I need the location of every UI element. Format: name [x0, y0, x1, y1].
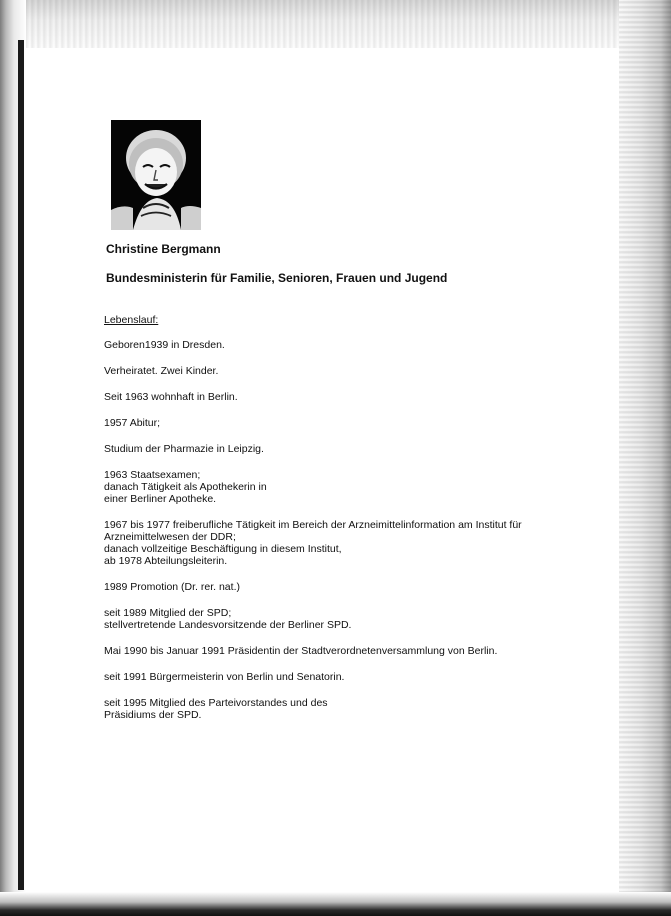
cv-heading: Lebenslauf: — [104, 314, 159, 326]
cv-entry-line: Geboren1939 in Dresden. — [104, 339, 225, 351]
cv-entry — [104, 671, 624, 683]
portrait-image — [111, 120, 201, 230]
scan-edge-bottom — [0, 892, 671, 916]
cv-entry — [104, 469, 624, 505]
portrait-photo — [111, 120, 201, 230]
cv-entries — [104, 339, 624, 721]
cv-entry — [104, 443, 624, 455]
cv-entry — [104, 365, 624, 377]
cv-entry-line: Verheiratet. Zwei Kinder. — [104, 365, 219, 377]
cv-entry-line: seit 1995 Mitglied des Parteivorstandes und des — [104, 697, 328, 709]
cv-entry-line: Arzneimittelwesen der DDR; — [104, 531, 236, 543]
scan-edge-top — [0, 0, 671, 48]
cv-entry-line: 1963 Staatsexamen; — [104, 469, 201, 481]
cv-entry-line: seit 1991 Bürgermeisterin von Berlin und Senatorin. — [104, 671, 345, 683]
cv-entry-line: Seit 1963 wohnhaft in Berlin. — [104, 391, 238, 403]
cv-entry-line: 1967 bis 1977 freiberufliche Tätigkeit im Bereich der Arzneimittelinformation am Institut für — [104, 519, 522, 531]
cv-entry — [104, 581, 624, 593]
scan-edge-left-shadow — [18, 40, 24, 890]
cv-entry — [104, 607, 624, 631]
cv-entry — [104, 417, 624, 429]
cv-entry-line: 1989 Promotion (Dr. rer. nat.) — [104, 581, 240, 593]
cv-entry-line: seit 1989 Mitglied der SPD; — [104, 607, 232, 619]
cv-entry-line: 1957 Abitur; — [104, 417, 161, 429]
cv-entry — [104, 645, 624, 657]
cv-entry-line: stellvertretende Landesvorsitzende der Berliner SPD. — [104, 619, 352, 631]
cv-entry-line: Mai 1990 bis Januar 1991 Präsidentin der Stadtverordnetenversammlung von Berlin. — [104, 645, 498, 657]
cv-entry-line: ab 1978 Abteilungsleiterin. — [104, 555, 228, 567]
cv-entry-line: danach vollzeitige Beschäftigung in diesem Institut, — [104, 543, 342, 555]
person-title: Bundesministerin für Familie, Senioren, Frauen und Jugend — [106, 271, 448, 285]
cv-entry — [104, 339, 624, 351]
cv-entry — [104, 519, 624, 567]
scan-edge-right — [619, 0, 671, 916]
cv-entry-line: Präsidiums der SPD. — [104, 709, 202, 721]
cv-entry-line: einer Berliner Apotheke. — [104, 493, 217, 505]
cv-entry — [104, 391, 624, 403]
person-name: Christine Bergmann — [106, 242, 221, 256]
cv-entry — [104, 697, 624, 721]
cv-entry-line: Studium der Pharmazie in Leipzig. — [104, 443, 264, 455]
cv-entry-line: danach Tätigkeit als Apothekerin in — [104, 481, 267, 493]
cv-section — [104, 314, 624, 735]
